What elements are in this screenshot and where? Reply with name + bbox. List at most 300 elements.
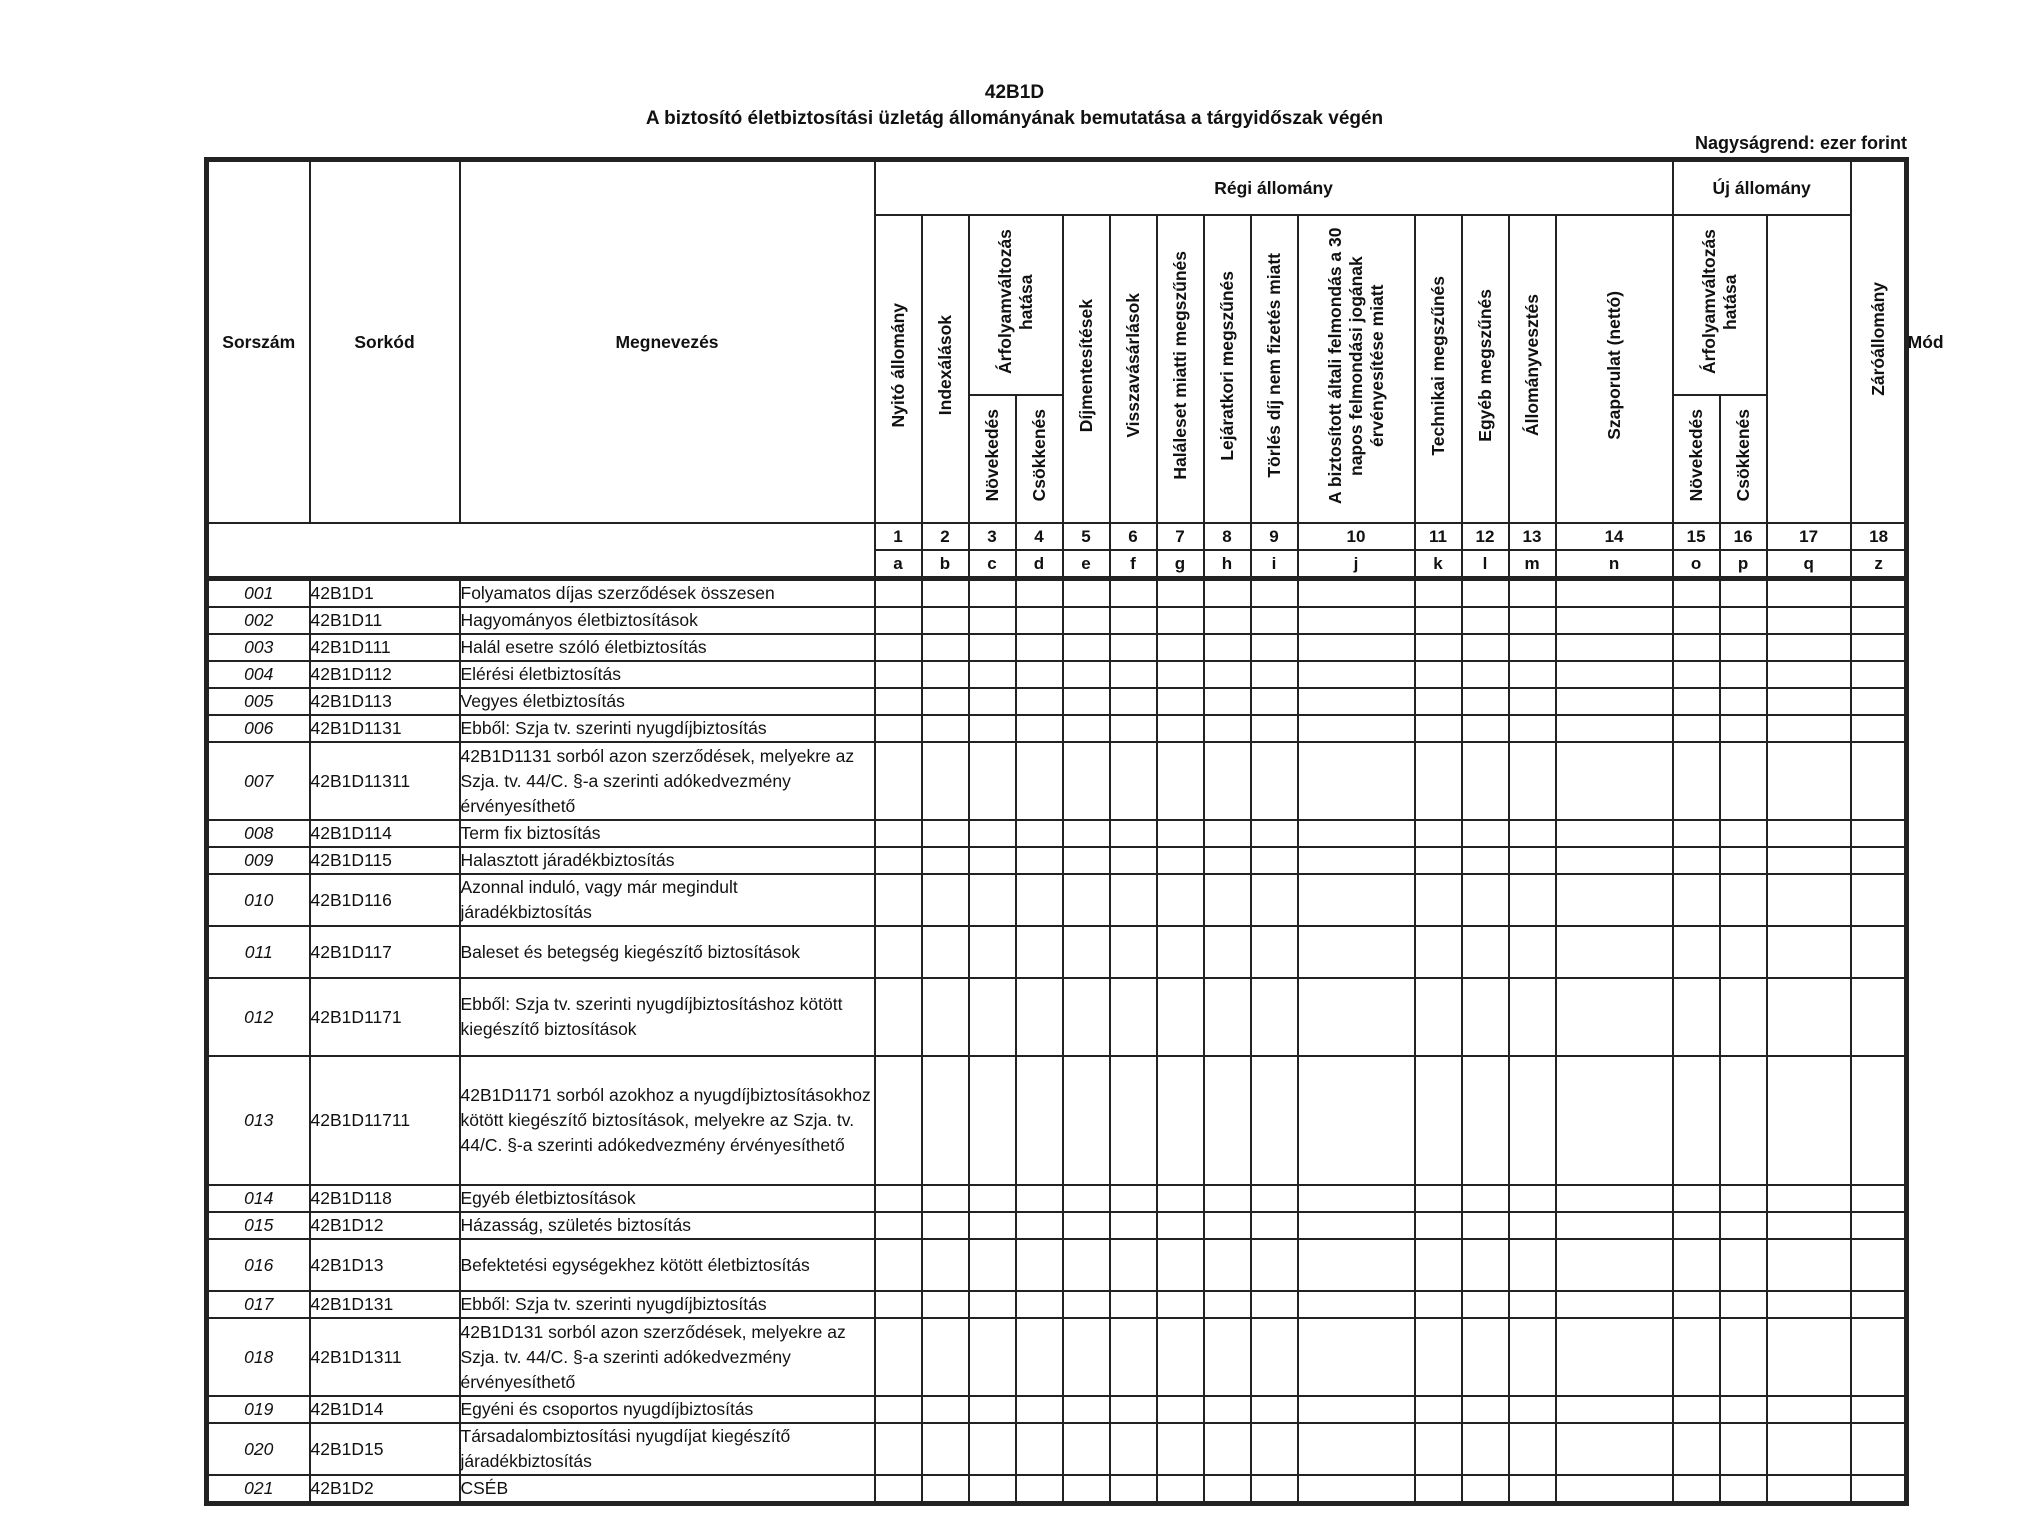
data-cell[interactable] — [1767, 688, 1851, 715]
data-cell[interactable] — [1509, 1318, 1556, 1396]
data-cell[interactable] — [875, 1185, 922, 1212]
data-cell[interactable] — [1298, 715, 1415, 742]
data-cell[interactable] — [1851, 634, 1907, 661]
data-cell[interactable] — [1063, 820, 1110, 847]
data-cell[interactable] — [1767, 1318, 1851, 1396]
data-cell[interactable] — [1462, 688, 1509, 715]
data-cell[interactable] — [875, 742, 922, 820]
data-cell[interactable] — [1063, 661, 1110, 688]
data-cell[interactable] — [875, 1396, 922, 1423]
data-cell[interactable] — [1204, 1318, 1251, 1396]
data-cell[interactable] — [1673, 634, 1720, 661]
data-cell[interactable] — [1415, 1239, 1462, 1291]
data-cell[interactable] — [1251, 1291, 1298, 1318]
data-cell[interactable] — [1016, 1239, 1063, 1291]
data-cell[interactable] — [1415, 1291, 1462, 1318]
data-cell[interactable] — [1462, 978, 1509, 1056]
data-cell[interactable] — [1851, 1239, 1907, 1291]
data-cell[interactable] — [1509, 1239, 1556, 1291]
data-cell[interactable] — [1556, 926, 1673, 978]
data-cell[interactable] — [1157, 1185, 1204, 1212]
data-cell[interactable] — [1415, 607, 1462, 634]
data-cell[interactable] — [1063, 742, 1110, 820]
data-cell[interactable] — [1851, 1056, 1907, 1185]
data-cell[interactable] — [922, 1475, 969, 1504]
data-cell[interactable] — [1509, 1185, 1556, 1212]
data-cell[interactable] — [1298, 1056, 1415, 1185]
data-cell[interactable] — [875, 715, 922, 742]
data-cell[interactable] — [1509, 661, 1556, 688]
data-cell[interactable] — [922, 926, 969, 978]
data-cell[interactable] — [922, 634, 969, 661]
data-cell[interactable] — [1767, 1291, 1851, 1318]
data-cell[interactable] — [1767, 1475, 1851, 1504]
data-cell[interactable] — [1556, 1318, 1673, 1396]
data-cell[interactable] — [1063, 1475, 1110, 1504]
data-cell[interactable] — [1462, 661, 1509, 688]
data-cell[interactable] — [1509, 607, 1556, 634]
data-cell[interactable] — [1157, 1318, 1204, 1396]
data-cell[interactable] — [1851, 820, 1907, 847]
data-cell[interactable] — [875, 688, 922, 715]
data-cell[interactable] — [1767, 874, 1851, 926]
data-cell[interactable] — [875, 820, 922, 847]
data-cell[interactable] — [1251, 715, 1298, 742]
data-cell[interactable] — [1251, 688, 1298, 715]
data-cell[interactable] — [1415, 742, 1462, 820]
data-cell[interactable] — [1462, 742, 1509, 820]
data-cell[interactable] — [1063, 1318, 1110, 1396]
data-cell[interactable] — [1251, 926, 1298, 978]
data-cell[interactable] — [1509, 1212, 1556, 1239]
data-cell[interactable] — [1110, 742, 1157, 820]
data-cell[interactable] — [1016, 847, 1063, 874]
data-cell[interactable] — [875, 1423, 922, 1475]
data-cell[interactable] — [1415, 634, 1462, 661]
data-cell[interactable] — [1157, 847, 1204, 874]
data-cell[interactable] — [1415, 1185, 1462, 1212]
data-cell[interactable] — [1556, 1291, 1673, 1318]
data-cell[interactable] — [875, 1056, 922, 1185]
data-cell[interactable] — [1415, 1318, 1462, 1396]
data-cell[interactable] — [969, 820, 1016, 847]
data-cell[interactable] — [1157, 579, 1204, 608]
data-cell[interactable] — [1462, 926, 1509, 978]
data-cell[interactable] — [1462, 874, 1509, 926]
data-cell[interactable] — [1556, 607, 1673, 634]
data-cell[interactable] — [1016, 1475, 1063, 1504]
data-cell[interactable] — [1204, 847, 1251, 874]
data-cell[interactable] — [1851, 1212, 1907, 1239]
data-cell[interactable] — [1462, 1475, 1509, 1504]
data-cell[interactable] — [969, 1423, 1016, 1475]
data-cell[interactable] — [922, 688, 969, 715]
data-cell[interactable] — [1204, 579, 1251, 608]
data-cell[interactable] — [1251, 978, 1298, 1056]
data-cell[interactable] — [1415, 1475, 1462, 1504]
data-cell[interactable] — [969, 926, 1016, 978]
data-cell[interactable] — [1251, 661, 1298, 688]
data-cell[interactable] — [1298, 661, 1415, 688]
data-cell[interactable] — [1673, 978, 1720, 1056]
data-cell[interactable] — [969, 715, 1016, 742]
data-cell[interactable] — [1556, 688, 1673, 715]
data-cell[interactable] — [1063, 634, 1110, 661]
data-cell[interactable] — [1509, 1396, 1556, 1423]
data-cell[interactable] — [1673, 607, 1720, 634]
data-cell[interactable] — [875, 1239, 922, 1291]
data-cell[interactable] — [1298, 1239, 1415, 1291]
data-cell[interactable] — [1016, 688, 1063, 715]
data-cell[interactable] — [1509, 688, 1556, 715]
data-cell[interactable] — [1016, 742, 1063, 820]
data-cell[interactable] — [1767, 661, 1851, 688]
data-cell[interactable] — [1462, 820, 1509, 847]
data-cell[interactable] — [1673, 1056, 1720, 1185]
data-cell[interactable] — [1204, 1423, 1251, 1475]
data-cell[interactable] — [1509, 1291, 1556, 1318]
data-cell[interactable] — [1063, 926, 1110, 978]
data-cell[interactable] — [922, 1291, 969, 1318]
data-cell[interactable] — [1556, 634, 1673, 661]
data-cell[interactable] — [1673, 1396, 1720, 1423]
data-cell[interactable] — [1251, 579, 1298, 608]
data-cell[interactable] — [1063, 715, 1110, 742]
data-cell[interactable] — [1415, 847, 1462, 874]
data-cell[interactable] — [1767, 978, 1851, 1056]
data-cell[interactable] — [1063, 1291, 1110, 1318]
data-cell[interactable] — [1204, 820, 1251, 847]
data-cell[interactable] — [1157, 1396, 1204, 1423]
data-cell[interactable] — [1556, 978, 1673, 1056]
data-cell[interactable] — [1720, 1396, 1767, 1423]
data-cell[interactable] — [1556, 715, 1673, 742]
data-cell[interactable] — [1767, 607, 1851, 634]
data-cell[interactable] — [1016, 715, 1063, 742]
data-cell[interactable] — [1251, 1212, 1298, 1239]
data-cell[interactable] — [1851, 978, 1907, 1056]
data-cell[interactable] — [1157, 661, 1204, 688]
data-cell[interactable] — [969, 688, 1016, 715]
data-cell[interactable] — [1509, 1475, 1556, 1504]
data-cell[interactable] — [1298, 1318, 1415, 1396]
data-cell[interactable] — [1415, 688, 1462, 715]
data-cell[interactable] — [1016, 1291, 1063, 1318]
data-cell[interactable] — [1204, 634, 1251, 661]
data-cell[interactable] — [1063, 1423, 1110, 1475]
data-cell[interactable] — [1204, 1212, 1251, 1239]
data-cell[interactable] — [922, 1318, 969, 1396]
data-cell[interactable] — [1556, 1423, 1673, 1475]
data-cell[interactable] — [1767, 1396, 1851, 1423]
data-cell[interactable] — [1157, 1475, 1204, 1504]
data-cell[interactable] — [1204, 1291, 1251, 1318]
data-cell[interactable] — [1298, 1212, 1415, 1239]
data-cell[interactable] — [1016, 926, 1063, 978]
data-cell[interactable] — [1251, 1475, 1298, 1504]
data-cell[interactable] — [1298, 1396, 1415, 1423]
data-cell[interactable] — [1851, 1318, 1907, 1396]
data-cell[interactable] — [969, 1291, 1016, 1318]
data-cell[interactable] — [1720, 634, 1767, 661]
data-cell[interactable] — [1298, 1423, 1415, 1475]
data-cell[interactable] — [1415, 820, 1462, 847]
data-cell[interactable] — [1415, 1423, 1462, 1475]
data-cell[interactable] — [1462, 1185, 1509, 1212]
data-cell[interactable] — [1509, 1056, 1556, 1185]
data-cell[interactable] — [1110, 1056, 1157, 1185]
data-cell[interactable] — [969, 1212, 1016, 1239]
data-cell[interactable] — [1673, 1185, 1720, 1212]
data-cell[interactable] — [1556, 742, 1673, 820]
data-cell[interactable] — [969, 1475, 1016, 1504]
data-cell[interactable] — [1556, 1056, 1673, 1185]
data-cell[interactable] — [1720, 1239, 1767, 1291]
data-cell[interactable] — [1509, 579, 1556, 608]
data-cell[interactable] — [1204, 1056, 1251, 1185]
data-cell[interactable] — [969, 1185, 1016, 1212]
data-cell[interactable] — [1462, 1291, 1509, 1318]
data-cell[interactable] — [1720, 661, 1767, 688]
data-cell[interactable] — [1673, 1239, 1720, 1291]
data-cell[interactable] — [1509, 874, 1556, 926]
data-cell[interactable] — [1204, 1396, 1251, 1423]
data-cell[interactable] — [1251, 634, 1298, 661]
data-cell[interactable] — [1720, 820, 1767, 847]
data-cell[interactable] — [1251, 1239, 1298, 1291]
data-cell[interactable] — [1415, 874, 1462, 926]
data-cell[interactable] — [1556, 1475, 1673, 1504]
data-cell[interactable] — [1204, 742, 1251, 820]
data-cell[interactable] — [922, 820, 969, 847]
data-cell[interactable] — [922, 978, 969, 1056]
data-cell[interactable] — [1063, 1396, 1110, 1423]
data-cell[interactable] — [1673, 1423, 1720, 1475]
data-cell[interactable] — [1720, 1291, 1767, 1318]
data-cell[interactable] — [1673, 661, 1720, 688]
data-cell[interactable] — [1063, 1212, 1110, 1239]
data-cell[interactable] — [1157, 607, 1204, 634]
data-cell[interactable] — [1157, 820, 1204, 847]
data-cell[interactable] — [1016, 978, 1063, 1056]
data-cell[interactable] — [1556, 847, 1673, 874]
data-cell[interactable] — [875, 926, 922, 978]
data-cell[interactable] — [1673, 847, 1720, 874]
data-cell[interactable] — [1298, 847, 1415, 874]
data-cell[interactable] — [1720, 688, 1767, 715]
data-cell[interactable] — [1157, 1423, 1204, 1475]
data-cell[interactable] — [969, 607, 1016, 634]
data-cell[interactable] — [1767, 847, 1851, 874]
data-cell[interactable] — [1110, 661, 1157, 688]
data-cell[interactable] — [1509, 978, 1556, 1056]
data-cell[interactable] — [1720, 978, 1767, 1056]
data-cell[interactable] — [1298, 688, 1415, 715]
data-cell[interactable] — [1556, 579, 1673, 608]
data-cell[interactable] — [1110, 926, 1157, 978]
data-cell[interactable] — [1016, 579, 1063, 608]
data-cell[interactable] — [1016, 607, 1063, 634]
data-cell[interactable] — [1204, 688, 1251, 715]
data-cell[interactable] — [1851, 926, 1907, 978]
data-cell[interactable] — [1110, 688, 1157, 715]
data-cell[interactable] — [1767, 1185, 1851, 1212]
data-cell[interactable] — [1298, 634, 1415, 661]
data-cell[interactable] — [1110, 715, 1157, 742]
data-cell[interactable] — [1110, 820, 1157, 847]
data-cell[interactable] — [1720, 579, 1767, 608]
data-cell[interactable] — [1251, 1318, 1298, 1396]
data-cell[interactable] — [1462, 1423, 1509, 1475]
data-cell[interactable] — [875, 607, 922, 634]
data-cell[interactable] — [1851, 579, 1907, 608]
data-cell[interactable] — [1298, 1475, 1415, 1504]
data-cell[interactable] — [1157, 634, 1204, 661]
data-cell[interactable] — [1851, 742, 1907, 820]
data-cell[interactable] — [1673, 926, 1720, 978]
data-cell[interactable] — [1063, 688, 1110, 715]
data-cell[interactable] — [1556, 1396, 1673, 1423]
data-cell[interactable] — [1720, 1056, 1767, 1185]
data-cell[interactable] — [875, 1212, 922, 1239]
data-cell[interactable] — [1767, 1212, 1851, 1239]
data-cell[interactable] — [1767, 820, 1851, 847]
data-cell[interactable] — [1673, 874, 1720, 926]
data-cell[interactable] — [922, 1239, 969, 1291]
data-cell[interactable] — [1204, 661, 1251, 688]
data-cell[interactable] — [1767, 715, 1851, 742]
data-cell[interactable] — [1462, 1396, 1509, 1423]
data-cell[interactable] — [1767, 926, 1851, 978]
data-cell[interactable] — [1509, 847, 1556, 874]
data-cell[interactable] — [1851, 847, 1907, 874]
data-cell[interactable] — [875, 1475, 922, 1504]
data-cell[interactable] — [875, 874, 922, 926]
data-cell[interactable] — [1298, 820, 1415, 847]
data-cell[interactable] — [1110, 847, 1157, 874]
data-cell[interactable] — [1851, 661, 1907, 688]
data-cell[interactable] — [1157, 715, 1204, 742]
data-cell[interactable] — [1204, 1239, 1251, 1291]
data-cell[interactable] — [1673, 1212, 1720, 1239]
data-cell[interactable] — [1767, 579, 1851, 608]
data-cell[interactable] — [1720, 715, 1767, 742]
data-cell[interactable] — [1063, 607, 1110, 634]
data-cell[interactable] — [1556, 1239, 1673, 1291]
data-cell[interactable] — [922, 1423, 969, 1475]
data-cell[interactable] — [1415, 715, 1462, 742]
data-cell[interactable] — [1462, 715, 1509, 742]
data-cell[interactable] — [1673, 688, 1720, 715]
data-cell[interactable] — [1016, 1056, 1063, 1185]
data-cell[interactable] — [1110, 874, 1157, 926]
data-cell[interactable] — [1462, 847, 1509, 874]
data-cell[interactable] — [1767, 742, 1851, 820]
data-cell[interactable] — [875, 978, 922, 1056]
data-cell[interactable] — [1110, 1185, 1157, 1212]
data-cell[interactable] — [1673, 742, 1720, 820]
data-cell[interactable] — [969, 1396, 1016, 1423]
data-cell[interactable] — [1016, 1212, 1063, 1239]
data-cell[interactable] — [969, 978, 1016, 1056]
data-cell[interactable] — [875, 579, 922, 608]
data-cell[interactable] — [1110, 1212, 1157, 1239]
data-cell[interactable] — [1509, 634, 1556, 661]
data-cell[interactable] — [1251, 874, 1298, 926]
data-cell[interactable] — [1509, 926, 1556, 978]
data-cell[interactable] — [1556, 661, 1673, 688]
data-cell[interactable] — [1251, 820, 1298, 847]
data-cell[interactable] — [922, 715, 969, 742]
data-cell[interactable] — [1110, 607, 1157, 634]
data-cell[interactable] — [922, 661, 969, 688]
data-cell[interactable] — [875, 1291, 922, 1318]
data-cell[interactable] — [1851, 1396, 1907, 1423]
data-cell[interactable] — [1251, 1423, 1298, 1475]
data-cell[interactable] — [922, 742, 969, 820]
data-cell[interactable] — [1157, 926, 1204, 978]
data-cell[interactable] — [1298, 978, 1415, 1056]
data-cell[interactable] — [1673, 1318, 1720, 1396]
data-cell[interactable] — [1251, 847, 1298, 874]
data-cell[interactable] — [1509, 742, 1556, 820]
data-cell[interactable] — [922, 1212, 969, 1239]
data-cell[interactable] — [1063, 978, 1110, 1056]
data-cell[interactable] — [1851, 874, 1907, 926]
data-cell[interactable] — [1673, 579, 1720, 608]
data-cell[interactable] — [1720, 926, 1767, 978]
data-cell[interactable] — [1509, 820, 1556, 847]
data-cell[interactable] — [1556, 1212, 1673, 1239]
data-cell[interactable] — [1251, 607, 1298, 634]
data-cell[interactable] — [1016, 1423, 1063, 1475]
data-cell[interactable] — [1415, 1396, 1462, 1423]
data-cell[interactable] — [1298, 926, 1415, 978]
data-cell[interactable] — [1462, 579, 1509, 608]
data-cell[interactable] — [1251, 1056, 1298, 1185]
data-cell[interactable] — [1720, 1212, 1767, 1239]
data-cell[interactable] — [1016, 874, 1063, 926]
data-cell[interactable] — [1251, 1396, 1298, 1423]
data-cell[interactable] — [969, 742, 1016, 820]
data-cell[interactable] — [1851, 607, 1907, 634]
data-cell[interactable] — [969, 579, 1016, 608]
data-cell[interactable] — [1415, 579, 1462, 608]
data-cell[interactable] — [922, 1185, 969, 1212]
data-cell[interactable] — [1415, 661, 1462, 688]
data-cell[interactable] — [1063, 1056, 1110, 1185]
data-cell[interactable] — [1063, 1239, 1110, 1291]
data-cell[interactable] — [1556, 820, 1673, 847]
data-cell[interactable] — [1720, 1475, 1767, 1504]
data-cell[interactable] — [922, 1056, 969, 1185]
data-cell[interactable] — [1415, 926, 1462, 978]
data-cell[interactable] — [1298, 1185, 1415, 1212]
data-cell[interactable] — [1673, 1291, 1720, 1318]
data-cell[interactable] — [1016, 661, 1063, 688]
data-cell[interactable] — [969, 847, 1016, 874]
data-cell[interactable] — [1063, 874, 1110, 926]
data-cell[interactable] — [969, 1056, 1016, 1185]
data-cell[interactable] — [1462, 1318, 1509, 1396]
data-cell[interactable] — [1157, 1212, 1204, 1239]
data-cell[interactable] — [1720, 1318, 1767, 1396]
data-cell[interactable] — [1720, 1185, 1767, 1212]
data-cell[interactable] — [1720, 742, 1767, 820]
data-cell[interactable] — [922, 874, 969, 926]
data-cell[interactable] — [1851, 1475, 1907, 1504]
data-cell[interactable] — [1157, 978, 1204, 1056]
